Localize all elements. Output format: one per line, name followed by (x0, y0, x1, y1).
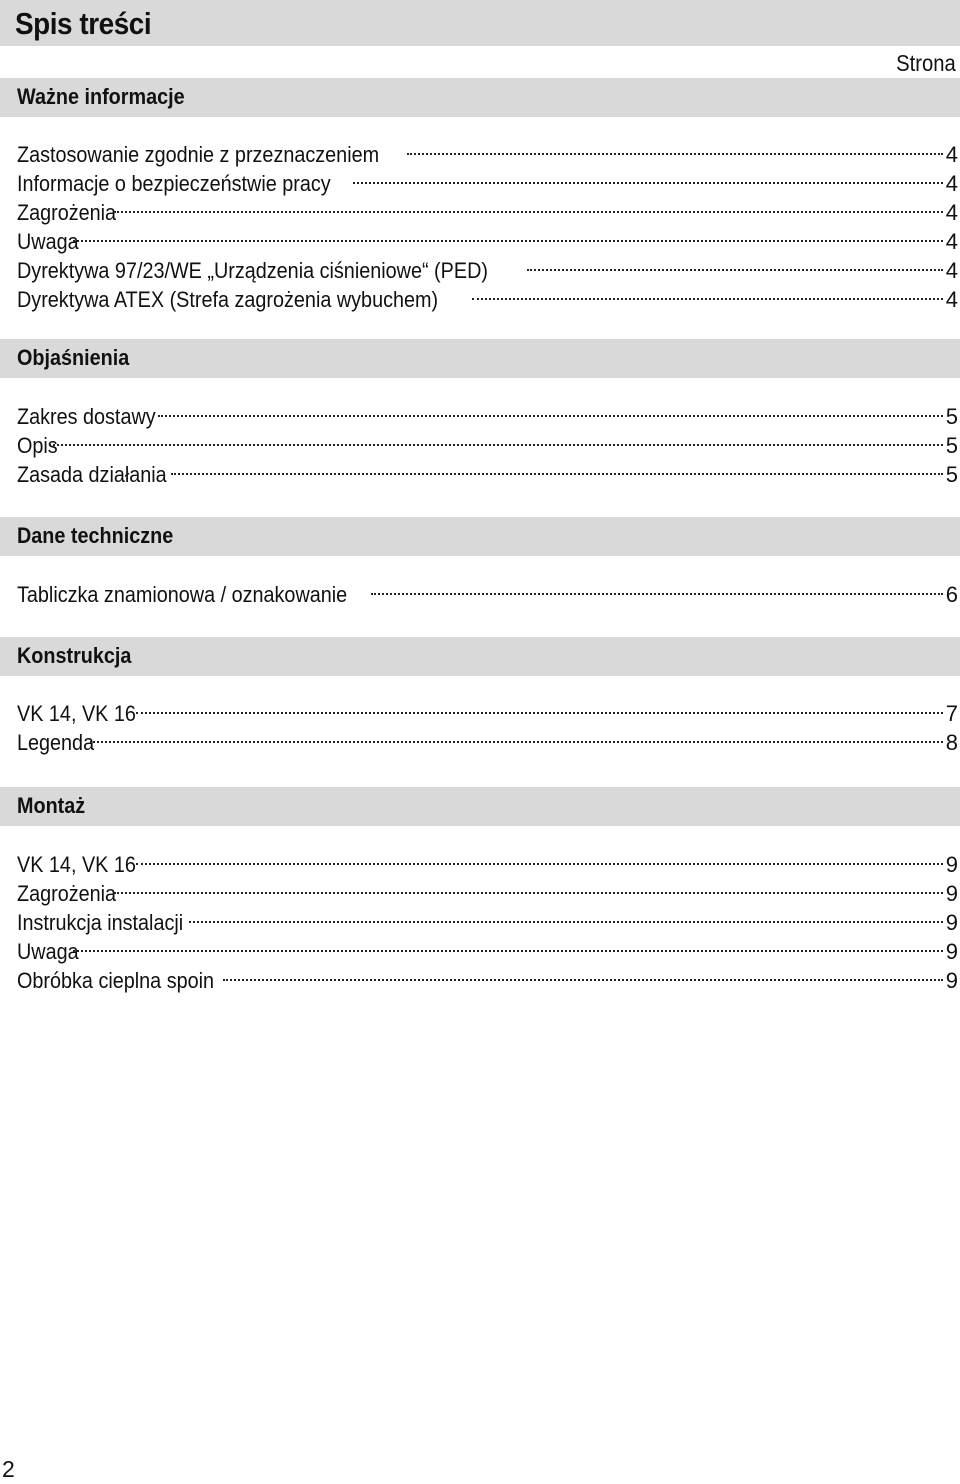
toc-entry-label: Dyrektywa 97/23/WE „Urządzenia ciśnieniowe“ (PED) (17, 258, 488, 283)
toc-entry-page: 4 (945, 258, 958, 283)
toc-entry-page: 9 (945, 881, 958, 906)
dot-leader (217, 959, 946, 988)
section-title: Konstrukcja (17, 643, 132, 668)
toc-entry-label: Uwaga (17, 939, 79, 964)
toc-entry-page: 9 (945, 968, 958, 993)
toc-list (17, 843, 958, 993)
toc-entry[interactable] (17, 453, 958, 487)
section-header (0, 78, 960, 117)
toc-entry-page: 4 (945, 142, 958, 167)
dot-leader (108, 191, 945, 220)
toc-entry-label: VK 14, VK 16 (17, 852, 136, 877)
dot-leader (67, 930, 946, 959)
toc-list (17, 395, 958, 487)
toc-entry-label: Zagrożenia (17, 200, 117, 225)
toc-entry[interactable] (17, 573, 958, 607)
toc-entry-label: Obróbka cieplna spoin (17, 968, 215, 993)
toc-entry[interactable] (17, 721, 958, 755)
toc-list (17, 133, 958, 312)
toc-entry-label: Informacje o bezpieczeństwie pracy (17, 171, 331, 196)
dot-leader (84, 721, 946, 750)
section-title: Montaż (17, 793, 86, 818)
toc-entry-label: Legenda (17, 730, 95, 755)
toc-entry[interactable] (17, 133, 958, 167)
toc-entry-page: 4 (945, 200, 958, 225)
dot-leader (521, 249, 945, 278)
toc-entry-page: 5 (945, 404, 958, 429)
toc-entry-label: Opis (17, 433, 58, 458)
toc-entry-page: 4 (945, 171, 958, 196)
section-header (0, 339, 960, 378)
toc-entry-label: VK 14, VK 16 (17, 701, 136, 726)
page-number: 2 (2, 1456, 15, 1482)
toc-entry[interactable] (17, 395, 958, 429)
section-header (0, 637, 960, 676)
toc-entry[interactable] (17, 872, 958, 906)
toc-entry-label: Tabliczka znamionowa / oznakowanie (17, 582, 348, 607)
toc-entry[interactable] (17, 843, 958, 877)
dot-leader (401, 133, 946, 162)
toc-entry-page: 4 (945, 229, 958, 254)
toc-entry[interactable] (17, 249, 958, 283)
section-title: Objaśnienia (17, 345, 130, 370)
section-header (0, 787, 960, 826)
toc-entry[interactable] (17, 901, 958, 935)
toc-entry-page: 9 (945, 852, 958, 877)
toc-entry-page: 6 (945, 582, 958, 607)
toc-entry-label: Dyrektywa ATEX (Strefa zagrożenia wybuchem) (17, 287, 439, 312)
toc-entry[interactable] (17, 191, 958, 225)
dot-leader (130, 843, 945, 872)
toc-entry-label: Zasada działania (17, 462, 167, 487)
toc-entry-page: 8 (945, 730, 958, 755)
dot-leader (365, 573, 946, 602)
toc-entry[interactable] (17, 959, 958, 993)
section-title: Dane techniczne (17, 523, 174, 548)
page-title: Spis treści (15, 6, 152, 41)
toc-entry-page: 5 (945, 433, 958, 458)
dot-leader (43, 424, 945, 453)
title-bar (0, 0, 960, 46)
toc-list (17, 573, 958, 607)
toc-entry-label: Zakres dostawy (17, 404, 156, 429)
section-title: Ważne informacje (17, 84, 185, 109)
toc-entry[interactable] (17, 220, 958, 254)
toc-entry[interactable] (17, 424, 958, 458)
toc-entry-label: Uwaga (17, 229, 79, 254)
dot-leader (108, 872, 945, 901)
toc-entry-label: Zastosowanie zgodnie z przeznaczeniem (17, 142, 380, 167)
page-column-label: Strona (896, 50, 956, 76)
toc-entry-page: 4 (945, 287, 958, 312)
toc-entry-label: Zagrożenia (17, 881, 117, 906)
toc-list (17, 692, 958, 755)
toc-entry-label: Instrukcja instalacji (17, 910, 184, 935)
toc-entry[interactable] (17, 692, 958, 726)
toc-entry-page: 9 (945, 910, 958, 935)
toc-entry-page: 9 (945, 939, 958, 964)
section-header (0, 517, 960, 556)
dot-leader (67, 220, 946, 249)
dot-leader (130, 692, 945, 721)
dot-leader (347, 162, 946, 191)
dot-leader (165, 453, 946, 482)
toc-entry[interactable] (17, 930, 958, 964)
dot-leader (152, 395, 946, 424)
toc-entry-page: 7 (945, 701, 958, 726)
dot-leader (183, 901, 946, 930)
dot-leader (466, 278, 946, 307)
toc-entry-page: 5 (945, 462, 958, 487)
